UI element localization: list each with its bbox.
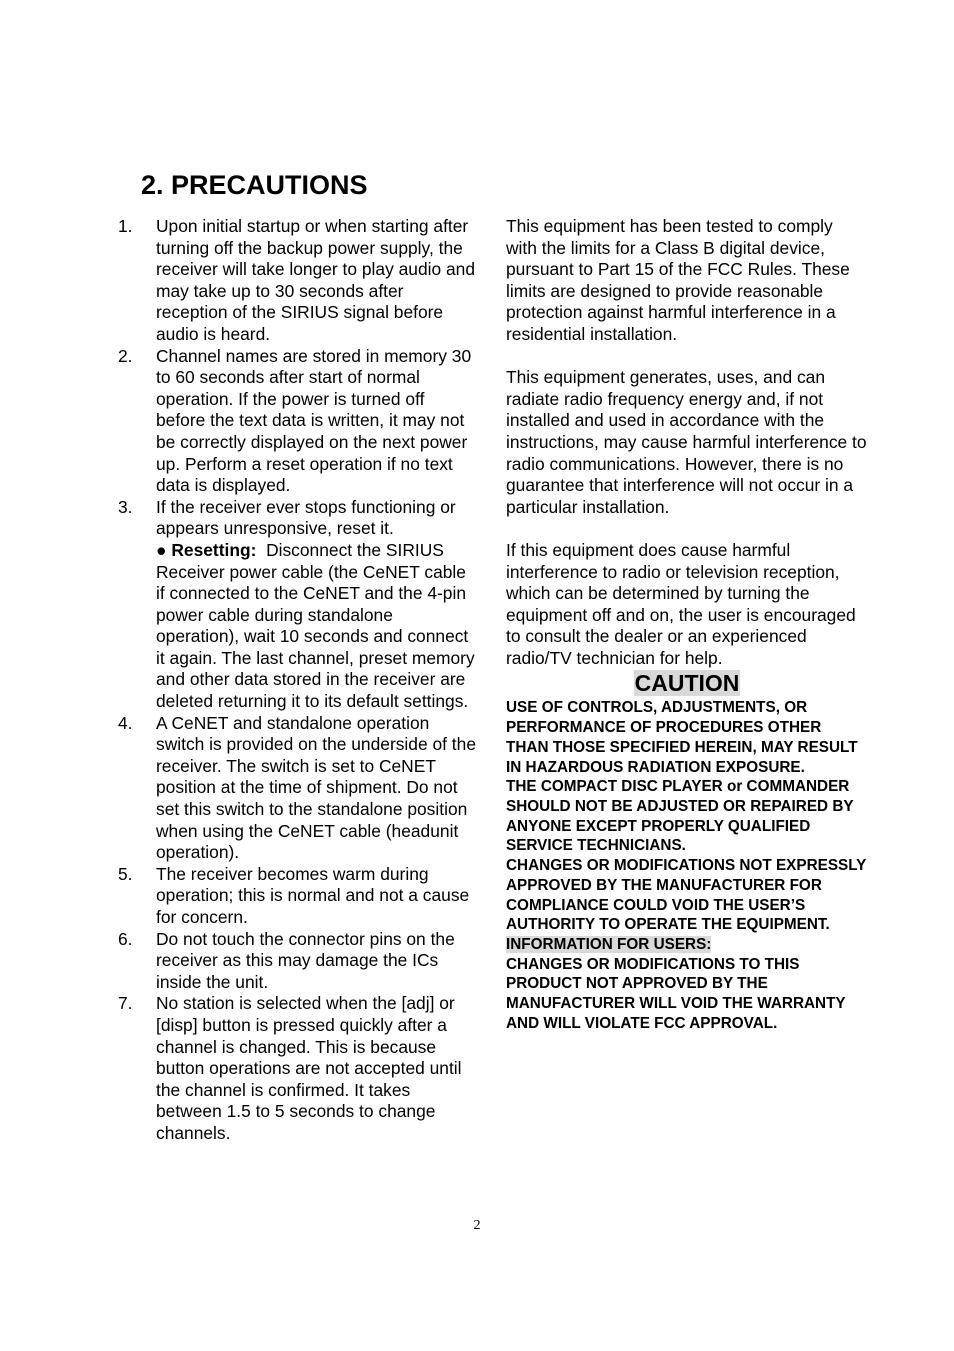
list-item-text: A CeNET and standalone operation switch is provided on the underside of the receiver. The switch is set to CeNET position at the time of shipment. Do not set this switch to the standalone position when using the CeNET cable (headunit operation). [156, 712, 476, 863]
precautions-list [118, 216, 478, 1145]
caution-heading: CAUTION [634, 670, 740, 697]
list-item-text: The receiver becomes warm during operation; this is normal and not a cause for concern. [156, 863, 470, 927]
page-title: 2. PRECAUTIONS [141, 170, 368, 200]
resetting-text: Disconnect the SIRIUS Receiver power cable (the CeNET cable if connected to the CeNET and the 4-pin power cable during standalone operation), wait 10 seconds and connect it again. The last channel, preset memory and other data stored in the receiver are deleted returning it to its default settings. [156, 539, 475, 712]
caution-text: CHANGES OR MODIFICATIONS NOT EXPRESSLY APPROVED BY THE MANUFACTURER FOR COMPLIANCE COULD VOID THE USER’S AUTHORITY TO OPERATE THE EQUIPMENT. [506, 857, 867, 934]
list-item-text: No station is selected when the [adj] or [disp] button is pressed quickly after a channel is changed. This is because button operations are not accepted until the channel is confirmed. It takes between 1.5 to 5 seconds to change channels. [156, 993, 462, 1143]
caution-text: CHANGES OR MODIFICATIONS TO THIS PRODUCT NOT APPROVED BY THE MANUFACTURER WILL VOID THE WARRANTY AND WILL VIOLATE FCC APPROVAL. [506, 955, 846, 1032]
list-item [118, 929, 478, 994]
list-item-text: Upon initial startup or when starting after turning off the backup power supply, the receiver will take longer to play audio and may take up to 30 seconds after reception of the SIRIUS signal before audio is heard. [156, 216, 476, 344]
info-heading: INFORMATION FOR USERS: [506, 935, 712, 953]
list-item-text: Do not touch the connector pins on the receiver as this may damage the ICs inside the unit. [156, 928, 455, 992]
list-item-number: 6. [118, 928, 133, 949]
bullet-icon: ● [156, 539, 167, 560]
list-item-number: 2. [118, 345, 133, 366]
fcc-paragraph: If this equipment does cause harmful interference to radio or television reception, which can be determined by turning the equipment off and on, the user is encouraged to consult the dealer or an experienced radio/TV technician for help. [506, 539, 856, 668]
list-item [118, 993, 478, 1144]
caution-text: USE OF CONTROLS, ADJUSTMENTS, OR PERFORMANCE OF PROCEDURES OTHER THAN THOSE SPECIFIED HEREIN, MAY RESULT IN HAZARDOUS RADIATION EXPOSURE. [506, 699, 858, 776]
list-item-number: 7. [118, 993, 133, 1014]
list-item-number: 4. [118, 712, 133, 733]
caution-text: THE COMPACT DISC PLAYER or COMMANDER SHOULD NOT BE ADJUSTED OR REPAIRED BY ANYONE EXCEPT PROPERLY QUALIFIED SERVICE TECHNICIANS. [506, 778, 854, 855]
list-item [118, 497, 478, 713]
list-item [118, 864, 478, 929]
list-item-number: 5. [118, 863, 133, 884]
fcc-notice [506, 216, 868, 1033]
list-item-number: 1. [118, 216, 133, 236]
info-heading-line [506, 935, 868, 955]
resetting-label: Resetting: [171, 539, 257, 560]
fcc-paragraph: This equipment generates, uses, and can radiate radio frequency energy and, if not installed and used in accordance with the instructions, may cause harmful interference to radio communications. However, there is no guarantee that interference will not occur in a particular installation. [506, 367, 867, 517]
fcc-paragraph: This equipment has been tested to comply with the limits for a Class B digital device, pursuant to Part 15 of the FCC Rules. These limits are designed to provide reasonable protection against harmful interference in a residential installation. [506, 216, 850, 344]
list-item [118, 346, 478, 497]
caution-heading-wrap [506, 670, 868, 698]
list-item-text: If the receiver ever stops functioning or appears unresponsive, reset it. [156, 496, 456, 539]
list-item [118, 713, 478, 864]
list-item [118, 216, 478, 346]
list-item-number: 3. [118, 496, 133, 517]
resetting-note [156, 540, 478, 713]
list-item-text: Channel names are stored in memory 30 to 60 seconds after start of normal operation. If the power is turned off before the text data is written, it may not be correctly displayed on the next power up. Perform a reset operation if no text data is displayed. [156, 345, 472, 496]
page-number: 2 [473, 1218, 481, 1233]
